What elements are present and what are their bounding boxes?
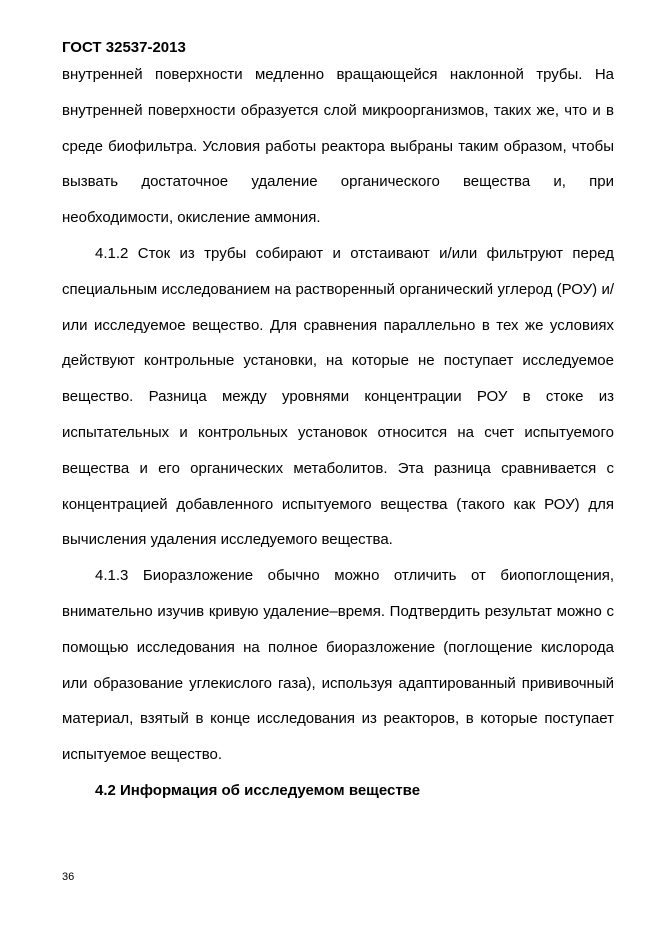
document-body (62, 57, 614, 809)
page-number: 36 (62, 871, 75, 883)
paragraph-4-1-3: 4.1.3 Биоразложение обычно можно отличить от биопоглощения, внимательно изучив кривую удаление–время. Подтвердить результат можно с помощью исследования на полное биоразложение (поглощение кислорода или образование углекислого газа), используя адаптированный прививочный материал, взятый в конце исследования из реакторов, в которые поступает испытуемое вещество. (62, 567, 614, 764)
document-header: ГОСТ 32537-2013 (62, 39, 186, 56)
paragraph-continuation: внутренней поверхности медленно вращающейся наклонной трубы. На внутренней поверхности образуется слой микроорганизмов, таких же, что и в среде биофильтра. Условия работы реактора выбраны таким образом, чтобы вызвать достаточное удаление органического вещества и, при необходимости, окисление аммония. (62, 66, 614, 227)
paragraph-4-1-2: 4.1.2 Сток из трубы собирают и отстаивают и/или фильтруют перед специальным исследованием на растворенный органический углерод (РОУ) и/или исследуемое вещество. Для сравнения параллельно в тех же условиях действуют контрольные установки, на которые не поступает исследуемое вещество. Разница между уровнями концентрации РОУ в стоке из испытательных и контрольных установок относится на счет испытуемого вещества и его органических метаболитов. Эта разница сравнивается с концентрацией добавленного испытуемого вещества (такого как РОУ) для вычисления удаления исследуемого вещества. (62, 244, 614, 549)
section-heading-4-2: 4.2 Информация об исследуемом веществе (95, 781, 421, 799)
